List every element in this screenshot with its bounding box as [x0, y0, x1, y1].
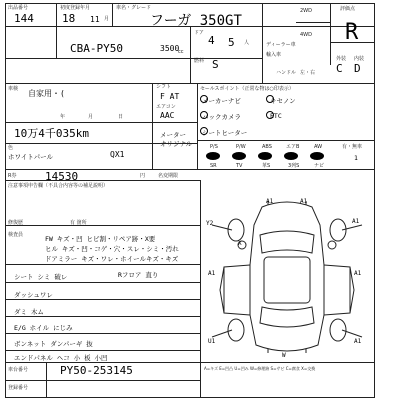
- sales-point-xenon: キセノン: [270, 97, 296, 105]
- damage-mark: A1: [300, 198, 308, 205]
- seats-unit: 人: [244, 40, 250, 46]
- checklist-row-2: ヒル キズ・凹・コゲ・穴・スレ・シミ・汚れ: [45, 245, 179, 253]
- lot-number: 144: [14, 12, 34, 25]
- day-label: 日: [118, 114, 124, 120]
- damage-mark: A1: [354, 270, 362, 277]
- comment-6: エンドパネル ヘコ 小 板 小凹: [14, 354, 108, 362]
- inspection-value: 自家用・(: [28, 89, 65, 98]
- damage-mark: A1: [208, 270, 216, 277]
- checked-mark: [284, 152, 298, 160]
- checklist-label: 検査員: [8, 232, 24, 238]
- first-registration-label: 初度登録年月: [60, 5, 91, 11]
- car-outline-icon: [202, 195, 372, 360]
- doors-label: ドア: [194, 30, 204, 36]
- equip-tv: TV: [236, 163, 243, 169]
- circle-mark: [266, 95, 274, 103]
- displacement-unit: cc: [178, 49, 184, 55]
- displacement: 3500: [160, 44, 180, 53]
- handle-label: ハンドル: [276, 70, 297, 76]
- comment-4: E/G ホイル にじみ: [14, 324, 73, 332]
- checked-mark: [206, 152, 220, 160]
- equip-sr: SR: [210, 163, 217, 169]
- equip-airbag: エアB: [286, 144, 300, 150]
- damage-mark: A1: [266, 198, 274, 205]
- seats-value: 5: [228, 36, 235, 49]
- ac-value: AAC: [160, 111, 175, 120]
- first-registration-year: 18: [62, 12, 76, 25]
- circle-mark: [200, 111, 208, 119]
- drive-2wd: 2WD: [300, 8, 312, 14]
- registration-label: 登録番号: [8, 385, 29, 391]
- mileage-note: メーター オリジナル: [160, 131, 193, 148]
- sales-point-etc: ETC: [270, 112, 282, 120]
- equip-aw: AW: [314, 144, 323, 150]
- shift-label: シフト: [156, 84, 172, 90]
- comment-5: ボンネット ダンパーギ 抜: [14, 340, 93, 348]
- comment-3: ダミ 木ム: [14, 308, 44, 316]
- fuel-label: 燃料: [194, 58, 205, 64]
- drive-4wd: 4WD: [300, 32, 312, 38]
- checked-mark: [258, 152, 272, 160]
- import-label: 輸入車: [266, 52, 282, 58]
- chassis-label: 車台番号: [8, 367, 29, 373]
- interior-score: D: [354, 62, 361, 75]
- damage-mark: W: [282, 352, 286, 359]
- exterior-score: C: [336, 62, 343, 75]
- comment-1: シート シミ 破レ: [14, 273, 68, 281]
- equip-pw: P/W: [236, 144, 246, 150]
- ac-label: エアコン: [156, 104, 176, 110]
- circle-mark: [200, 127, 208, 135]
- equip-leather: 革S: [262, 163, 271, 169]
- repair-label: 修復歴: [8, 220, 24, 226]
- sales-point-camera: バックカメラ: [202, 113, 241, 121]
- sales-points-title: セールスポイント（正常な物は○印表示）: [200, 86, 294, 92]
- circle-mark: [266, 111, 274, 119]
- equip-abs: ABS: [262, 144, 272, 150]
- month-label: 月: [88, 114, 94, 120]
- color-code: QX1: [110, 150, 125, 159]
- model-name: フーガ 350GT: [150, 13, 242, 29]
- checklist-row-1: FW キズ・凹 ヒビ割・リペア跡・X要: [45, 235, 156, 243]
- fuel-value: S: [212, 58, 219, 71]
- comment-2: ダッシュワレ: [14, 291, 53, 299]
- color-value: ホワイトパール: [8, 153, 54, 161]
- repair-value: 有 箇所: [70, 220, 87, 226]
- checked-mark: [310, 152, 324, 160]
- damage-legend: A=キズ E=凹凸 U=凹み W=修理跡 S=サビ C=腐食 X=交換: [204, 366, 316, 371]
- chassis-number: PY50-253145: [60, 364, 133, 377]
- name-change-label: 名変期限: [158, 173, 179, 179]
- doors-value: 4: [208, 34, 215, 47]
- damage-mark: U1: [208, 338, 216, 345]
- circle-mark: [200, 95, 208, 103]
- comment-right: Rフロア 直り: [118, 271, 159, 279]
- damage-mark: A1: [352, 218, 360, 225]
- recycle-value: 14530: [45, 170, 79, 183]
- equip-navi: ナビ: [314, 163, 325, 169]
- checklist-row-3: ドアミラー キズ・ワレ・ホイールキズ・キズ: [45, 255, 179, 263]
- first-registration-month: 11: [90, 15, 100, 24]
- damage-mark: X: [238, 240, 242, 247]
- score-value: R: [345, 20, 359, 45]
- equip-3row: 3列S: [288, 163, 300, 169]
- type-code: CBA-PY50: [70, 42, 123, 55]
- inspection-label: 車検: [8, 86, 19, 92]
- lot-number-label: 出品番号: [8, 5, 29, 11]
- owner-value: 1: [354, 154, 358, 162]
- recycle-label: R券: [8, 173, 17, 179]
- shift-value: F AT: [160, 92, 180, 101]
- caution-title: 注意事項申告欄（不具合内容等の補足説明）: [8, 183, 109, 189]
- equip-ps: P/S: [210, 144, 218, 150]
- damage-mark: A1: [354, 338, 362, 345]
- model-label: 車名・グレード: [116, 5, 152, 11]
- year-label: 年: [60, 114, 66, 120]
- sales-point-navi: メーカーナビ: [202, 97, 241, 105]
- color-label: 色: [8, 145, 14, 151]
- recycle-unit: 円: [140, 173, 146, 179]
- checked-mark: [232, 152, 246, 160]
- mileage-value: 10万4千035km: [14, 127, 89, 140]
- handle-value: 左・右: [300, 70, 316, 76]
- sales-point-seat-heater: シートヒーター: [202, 129, 248, 137]
- month-unit: 月: [104, 16, 110, 22]
- owner-label: 有・無車: [342, 144, 363, 150]
- score-label: 評価点: [340, 6, 356, 12]
- dealer-label: ディーラー車: [266, 42, 296, 48]
- exterior-label: 外装: [336, 56, 347, 62]
- damage-mark: Y2: [206, 220, 214, 227]
- interior-label: 内装: [354, 56, 365, 62]
